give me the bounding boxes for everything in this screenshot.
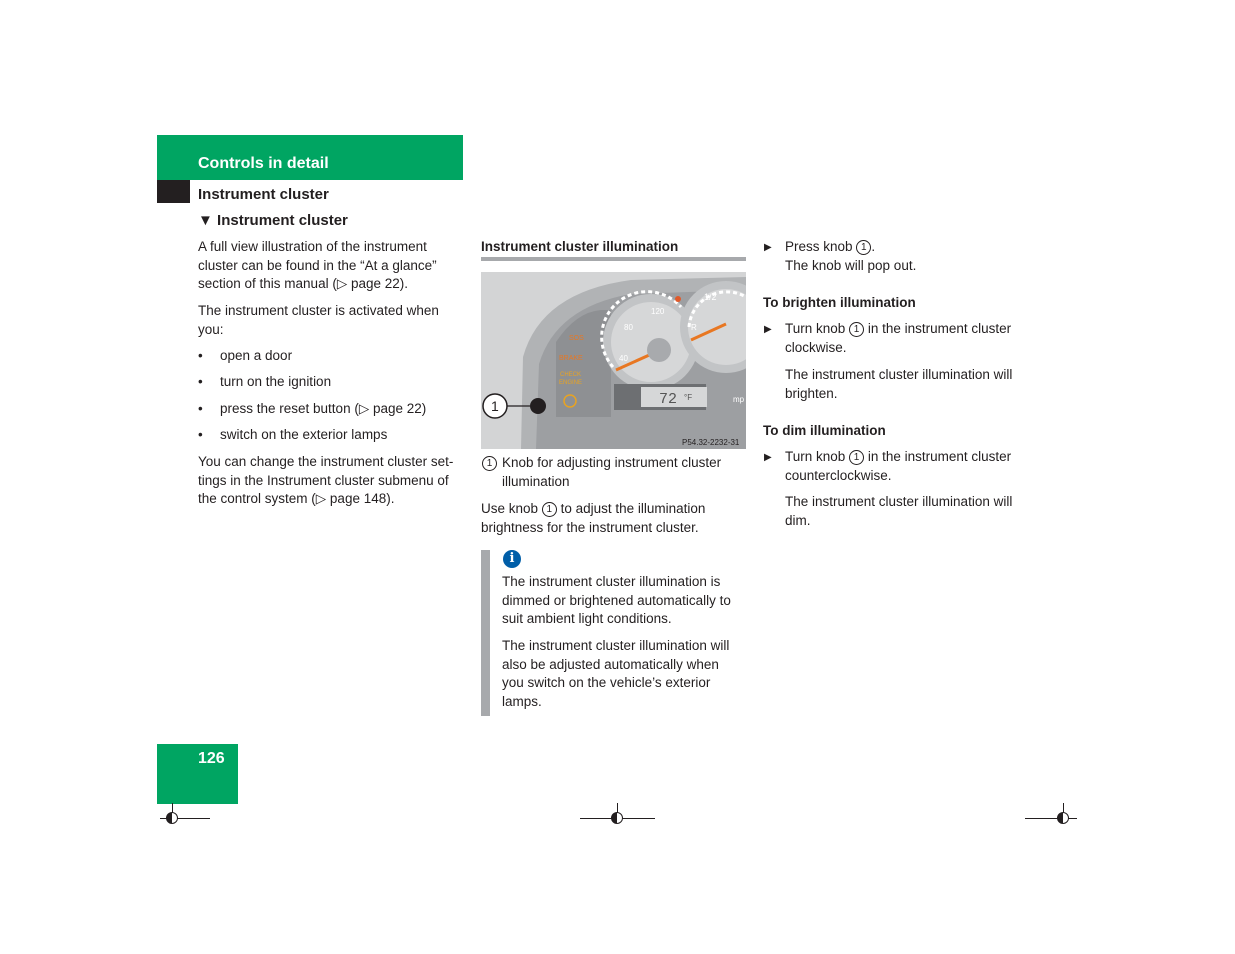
dim-step: Turn knob 1 in the instrument cluster counterclockwise. xyxy=(785,449,1012,483)
section-title: Instrument cluster xyxy=(198,186,329,203)
list-item-text: open a door xyxy=(220,348,293,363)
intro-paragraph: A full view illustration of the instrument cluster can be found in the “At a glance” section of this manual (▷ page 22). xyxy=(198,239,437,292)
list-item: • xyxy=(198,427,203,442)
step-arrow-icon: ▶ xyxy=(764,452,772,463)
list-item-text: switch on the exterior lamps xyxy=(220,427,388,442)
triangle-down-icon: ▼ xyxy=(198,212,213,229)
use-knob-paragraph: Use knob 1 to adjust the illumination brightness for the instrument cluster. xyxy=(481,501,706,535)
illumination-knob xyxy=(530,398,546,414)
gauge-label: 40 xyxy=(619,354,628,363)
info-paragraph-1: The instrument cluster illumination is dimmed or brightened automatically to suit ambient light conditions. xyxy=(502,574,731,627)
info-paragraph-2: The instrument cluster illumination will also be adjusted automatically when you switch on the vehicle’s exterior lamps. xyxy=(502,638,730,709)
image-code: P54.32-2232-31 xyxy=(682,438,740,447)
check-indicator: CHECK xyxy=(560,372,582,378)
list-item: • xyxy=(198,348,203,363)
callout-number: 1 xyxy=(856,240,871,255)
chapter-title: Controls in detail xyxy=(198,155,329,172)
callout-number: 1 xyxy=(482,456,497,471)
brighten-result: The instrument cluster illumination will brighten. xyxy=(785,367,1013,401)
info-icon: i xyxy=(503,550,521,568)
press-knob-step: Press knob 1 . The knob will pop out. xyxy=(785,239,917,273)
callout-number: 1 xyxy=(849,322,864,337)
gauge-label: 80 xyxy=(624,323,633,332)
settings-paragraph: You can change the instrument cluster set- tings in the Instrument cluster submenu of the control system (▷ page 148). xyxy=(198,454,454,507)
instrument-cluster-illustration xyxy=(481,272,746,449)
instrument-cluster-figure xyxy=(481,272,746,449)
temperature-display: 72 xyxy=(659,391,678,408)
sos-indicator: SOS xyxy=(569,335,584,342)
temperature-unit: °F xyxy=(684,393,693,402)
dim-heading: To dim illumination xyxy=(763,423,886,438)
heading-rule xyxy=(481,257,746,261)
brake-indicator: BRAKE xyxy=(559,355,583,362)
callout-number: 1 xyxy=(849,450,864,465)
callout-number: 1 xyxy=(491,398,499,414)
list-item-text: turn on the ignition xyxy=(220,374,332,389)
section-tab-marker xyxy=(157,180,190,203)
brighten-step: Turn knob 1 in the instrument cluster clockwise. xyxy=(785,321,1012,355)
list-item-text: press the reset button (▷ page 22) xyxy=(220,401,427,416)
illumination-heading: Instrument cluster illumination xyxy=(481,239,679,254)
gauge-label: mp xyxy=(733,395,745,404)
brighten-heading: To brighten illumination xyxy=(763,295,916,310)
gauge-label: 1/2 xyxy=(704,292,717,302)
dim-result: The instrument cluster illumination will dim. xyxy=(785,494,1013,528)
activation-paragraph: The instrument cluster is activated when you: xyxy=(198,303,439,337)
list-item: • xyxy=(198,401,203,416)
gauge-label: 120 xyxy=(651,307,665,316)
page-number: 126 xyxy=(198,750,225,767)
figure-caption: 1 Knob for adjusting instrument cluster illumination xyxy=(481,454,751,491)
gauge-label: R xyxy=(691,323,697,332)
engine-indicator: ENGINE xyxy=(559,380,583,386)
list-item: • xyxy=(198,374,203,389)
subsection-title: ▼ Instrument cluster xyxy=(198,212,348,229)
callout-number: 1 xyxy=(542,502,557,517)
step-arrow-icon: ▶ xyxy=(764,324,772,335)
info-bar xyxy=(481,550,490,716)
step-arrow-icon: ▶ xyxy=(764,242,772,253)
